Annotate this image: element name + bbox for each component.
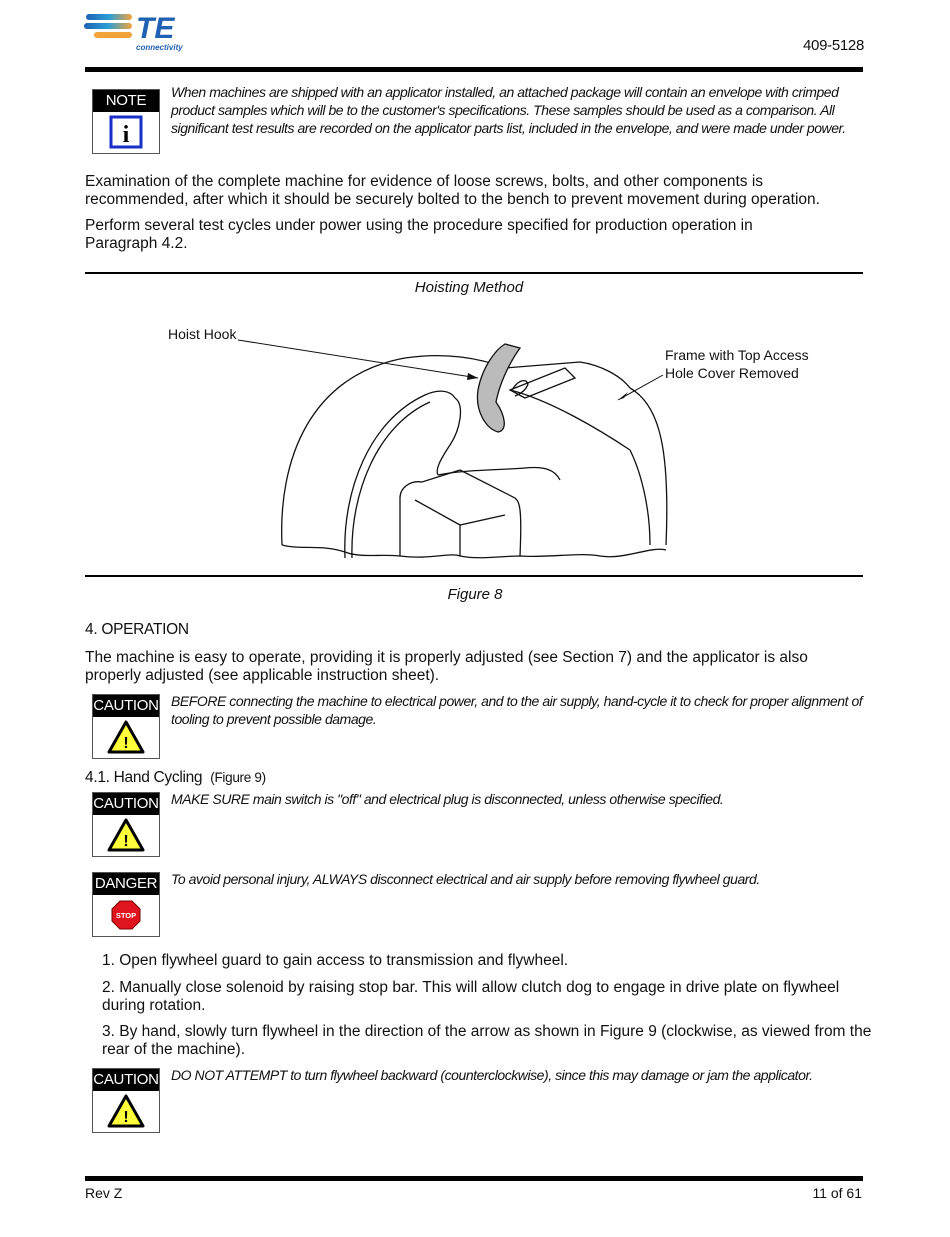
frame-label	[665, 346, 809, 382]
caution-line: tooling to prevent possible damage.	[171, 711, 377, 727]
logo-text: TE	[136, 12, 175, 45]
danger-label: DANGER	[93, 873, 159, 895]
footer-rev: Rev Z	[85, 1185, 123, 1201]
hand-cycling-title: 4.1. Hand Cycling	[85, 769, 203, 786]
frame-label-line: Frame with Top Access	[665, 347, 809, 363]
note-line: When machines are shipped with an applicator installed, an attached package will contain an envelope with crimped	[171, 84, 839, 100]
step-1: 1. Open flywheel guard to gain access to transmission and flywheel.	[102, 952, 569, 969]
caution-text: MAKE SURE main switch is "off" and electrical plug is disconnected, unless otherwise specified.	[171, 791, 724, 807]
info-icon	[109, 115, 143, 149]
caution-line: BEFORE connecting the machine to electrical power, and to the air supply, hand-cycle it to check for proper alignment of	[171, 693, 863, 709]
hand-cycling-figref: (Figure 9)	[210, 770, 266, 785]
svg-text:!: !	[123, 735, 129, 752]
step-2: 2. Manually close solenoid by raising stop bar. This will allow clutch dog to engage in drive plate on flywheel during rotation.	[102, 979, 840, 1014]
figure-caption: Figure 8	[447, 586, 503, 603]
note-label: NOTE	[93, 90, 159, 112]
danger-box	[92, 872, 160, 937]
caution-label: CAUTION	[93, 695, 159, 717]
frame-label-line: Hole Cover Removed	[665, 365, 799, 381]
footer-page: 11 of 61	[812, 1185, 862, 1201]
logo-sub: connectivity	[136, 43, 183, 52]
caution-label: CAUTION	[93, 793, 159, 815]
warning-triangle-icon	[107, 818, 145, 852]
note-box	[92, 89, 160, 154]
doc-number: 409-5128	[803, 37, 864, 54]
figure-bottom-rule	[85, 575, 863, 577]
caution-label: CAUTION	[93, 1069, 159, 1091]
note-text	[171, 83, 846, 137]
step-3: 3. By hand, slowly turn flywheel in the direction of the arrow as shown in Figure 9 (clockwise, as viewed from the rear of the machine).	[102, 1023, 872, 1058]
caution-box	[92, 694, 160, 759]
note-line: significant test results are recorded on the applicator parts list, included in the envelope, and were made under power.	[171, 120, 846, 136]
te-logo	[84, 10, 199, 54]
note-line: product samples which will be to the customer's specifications. These samples should be used as a comparison. All	[171, 102, 835, 118]
warning-triangle-icon	[107, 1094, 145, 1128]
hoist-hook-label: Hoist Hook	[168, 326, 237, 342]
header-rule	[85, 67, 863, 72]
caution-box	[92, 792, 160, 857]
svg-text:!: !	[123, 833, 129, 850]
stop-text: STOP	[115, 911, 137, 920]
caution-box	[92, 1068, 160, 1133]
stop-sign-icon	[109, 898, 143, 932]
operation-heading: 4. OPERATION	[85, 621, 189, 638]
svg-text:!: !	[123, 1109, 129, 1126]
examination-paragraph: Examination of the complete machine for evidence of loose screws, bolts, and other components is recommended, after which it should be securely bolted to the bench to prevent movement during operation.	[85, 173, 820, 208]
operation-intro: The machine is easy to operate, providing it is properly adjusted (see Section 7) and the applicator is also properly adjusted (see applicable instruction sheet).	[85, 649, 808, 684]
svg-text:i: i	[122, 122, 130, 148]
warning-triangle-icon	[107, 720, 145, 754]
footer-rule	[85, 1176, 863, 1181]
caution-text	[171, 692, 862, 728]
hand-cycling-heading	[85, 769, 266, 787]
test-cycles-paragraph: Perform several test cycles under power using the procedure specified for production operation in Paragraph 4.2.	[85, 217, 753, 252]
figure-top-rule	[85, 272, 863, 274]
te-logo-icon	[84, 10, 199, 54]
figure-title: Hoisting Method	[414, 279, 524, 296]
danger-text: To avoid personal injury, ALWAYS disconnect electrical and air supply before removing flywheel guard.	[171, 871, 760, 887]
caution-text: DO NOT ATTEMPT to turn flywheel backward (counterclockwise), since this may damage or jam the applicator.	[171, 1067, 813, 1083]
